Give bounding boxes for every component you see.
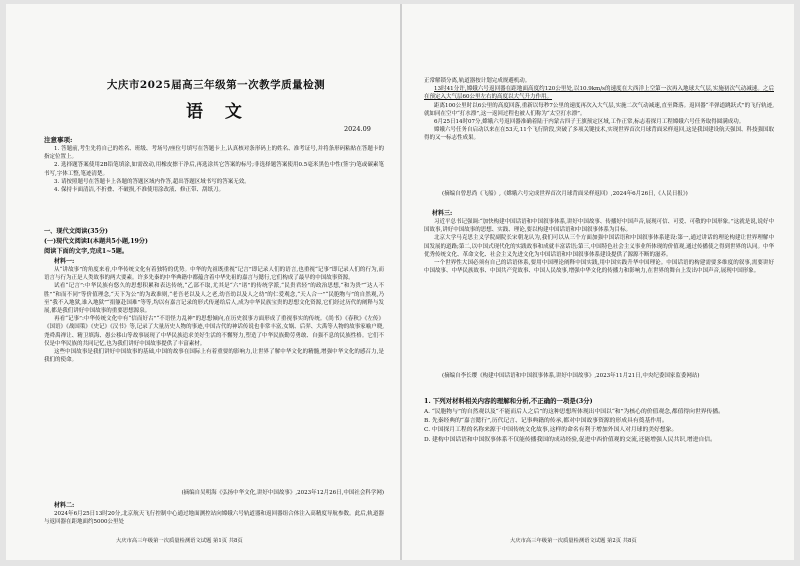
material2-paragraph: 2024年6月25日13时20分,北京航天飞行控制中心通过地面测控站向嫦娥六号轨道器和返回器组合体注入高精度导航参数。此后,轨道器与返回器在距地面约5000公里处: [44, 511, 384, 526]
material3-paragraph: 北京大学马克思主义学院副院长宋朝龙认为,我们可以从三个方面加强中国话语和中国叙事体系建设:第一,通过讲话的理论构建让世界理解中国发展的道路;第二,以中国式现代化的实践故事和成就丰富话语;第三,中国特色社会主义事业所体现的价值观,通过传播使之得到世界的认同。中华优秀传统文化、革命文化、社会主义先进文化为中国话语和中国叙事体系建设提供了源源不断的滋养。: [424, 235, 774, 258]
material3-paragraph: 习近平总书记强调:“加快构建中国话语和中国叙事体系,讲好中国故事、传播好中国声音,展现可信、可爱、可敬的中国形象。”这就是说,说好中国故事,讲好中国故事的思想、实践、理论,要以构建中国话语和中国叙事体系为目标。: [424, 219, 774, 234]
reading-instruction: 阅读下面的文字,完成1~5题。: [44, 248, 129, 255]
material1-paragraph: 这些中国故事是我们讲好中国故事的基础,中国的故事在国际上有着重要的影响力,让世界了解中华文化的精髓,增强中华文化的感召力,是我们的使命。: [44, 349, 384, 364]
material3-body: [424, 218, 774, 370]
page-footer: 大庆市高三年级第一次质量检测语文试题 第2页 共8页: [510, 538, 637, 544]
notice-item: 2. 选择题答案使用2B铅笔填涂,如需改动,用橡皮擦干净后,再选涂其它答案的标号;非选择题答案使用0.5毫米黑色中性(签字)笔或碳素笔书写,字体工整,笔迹清楚。: [44, 162, 384, 177]
exam-sheet: [6, 4, 794, 560]
left-page: [6, 4, 400, 560]
option-a: A. “民胞物与”的自然观以及“不能而后人之后”的这种思想所体现出中国以“和”为核心的价值观念,都值得向世界传播。: [424, 409, 724, 415]
material3-source-text: (摘编自李长缨《构建中国话语和中国叙事体系,讲好中国故事》,2023年11月21日,中央纪委国家监委网站): [442, 373, 700, 379]
material1-source: (摘编自吴明海《弘扬中华文化,讲好中国故事》,2023年12月26日,中国社会科学网): [181, 490, 384, 496]
material1-label: 材料一:: [54, 258, 75, 265]
material3-label: 材料三:: [432, 210, 453, 217]
material2-paragraph: 6月25日14时07分,嫦娥六号返回器准确着陆于内蒙古四子王旗预定区域,工作正常,标志着探月工程嫦娥六号任务取得圆满成功。: [434, 119, 745, 126]
material2-source: [432, 190, 772, 198]
material2-source-text: (摘编自曾思尚《飞船》,《嫦娥六号完成世界首次月球背面采样返回》,2024年6月26日,《人民日报》): [442, 191, 688, 197]
material1-body: [44, 266, 384, 446]
question-1-options: [424, 408, 774, 518]
notice-list: [44, 145, 384, 194]
notice-heading: 注意事项:: [44, 136, 73, 144]
material1-paragraph: 试看“记言”:中华民族有悠久的思想积累和表达传统,“乙部不取,尤其是“六”诸”的传统学派,“民贵君轻”的政治思想,“和为贵”“达人不胜”“和而不同”等价值理念,“天下为公”的为政准则,“老吾老以及人之老,幼吾幼以及人之幼”的仁爱观念,“天人合一”“民胞物与”的自然观,乃至“我不入地狱,谁入地狱”“捐躯赴国难”等等,均以有嘉言记录的形式传递给后人,成为中华民族宝贵的思想文化资源,它们经过历代的阐释与发展,都是我们讲好中国故事的重要思想源泉。: [44, 283, 384, 315]
material2-label: 材料二:: [54, 502, 75, 509]
material2-paragraph: 嫦娥六号任务自启动以来在在53天,11个飞行阶段,突破了多项关键技术,实现世界首次月球背面采样返回,这是我国建设航天强国、科技强国取得的又一标志性成果。: [424, 127, 774, 142]
material2-paragraph: 距离100公里时以6公里的高度回落,重新以每秒7公里的速度再次入大气层,实施二次气动减速,直至降落。返回器“半弹道跳跃式”的飞行轨迹,就如同在空中“打水漂”,这一返回过程也被人们称为“太空打水漂”。: [424, 102, 774, 117]
option-d: D. 建构中国话语和中国叙事体系不仅能传播我国的成功经验,促进中西价值观的交流,还能增强人民共识,增进自信。: [424, 436, 716, 443]
material1-paragraph: 从“讲故事”的角度来看,中华传统文化有着独特的优势。中华的先祖既重视“记言”即记录人们的语言,也重视“记事”即记录人们的行为,而语言与行为正是人类故事的两大要素。许多先秦的中华典籍中都蕴含着中华先祖的嘉言与懿行,它们构成了最早的中国故事资源。: [44, 267, 384, 282]
option-b: B. 先秦经典的“嘉言懿行”,历代记言、记事典籍的传承,都对中国故事资源的形成具有奠基作用。: [424, 418, 668, 425]
notice-item: 1. 答题前,考生先将自己的姓名、班级、考场号/座位号填写在答题卡上,认真核对条形码上的姓名、准考证号,并将条形码粘贴在答题卡的指定位置上。: [44, 146, 384, 161]
material2-paragraph: 13时41分许,嫦娥六号返回器在距地面高度约120公里处,以10.9km/s的速度在大西洋上空第一次再入地球大气层,实施初次气动减速。之后在预定入大气层60公里左右的高度以大气升力作用。: [424, 86, 774, 101]
exam-date: 2024.09: [344, 125, 371, 133]
subsection-title: (一)现代文阅读Ⅰ(本题共5小题,19分): [44, 238, 148, 245]
material1-paragraph: 再看“记事”:中华传统文化中有“信而好古”“不语怪力乱神”的思想倾向,在历史叙事方面形成了重视事实的传统。《尚书》《春秋》《左传》《国语》《战国策》《史记》《汉书》等,记录了大量历史人物的事迹,中国古代的神话传说也非常丰富,女娲、后羿、大禹等人物的故事家喻户晓,尧舜禹禅让、精卫填海、愚公移山等故事展现了中华民族追求美好生活的不懈努力,塑造了中华民族勤劳勇敢、自强不息的民族性格。它们不仅是中华民族的共同记忆,也为我们讲好中国故事提供了丰富素材。: [44, 316, 384, 347]
material2-continued: [424, 77, 774, 189]
page-footer: 大庆市高三年级第一次质量检测语文试题 第1页 共8页: [116, 538, 243, 544]
right-page: [402, 4, 794, 560]
section-title: 一、现代文阅读(35分): [44, 228, 108, 235]
notice-item: 3. 请按照题号在答题卡上各题的答题区域内作答,超出答题区域书写的答案无效。: [54, 178, 250, 185]
option-c: C. 中国探月工程的名称来源于中国传统文化故事,这样的命名有利于增加外国人对月球的美好想象。: [424, 427, 678, 434]
subject-title: 语 文: [186, 102, 250, 122]
material2-paragraph: 正常解锁分离,轨道器按计划完成规避机动。: [424, 78, 531, 84]
notice-item: 4. 保持卡面清洁,不折叠、不破损,不准使用涂改液、修正带、刮纸刀。: [54, 187, 224, 194]
question-1: 1. 下列对材料相关内容的理解和分析,不正确的一项是(3分): [424, 397, 593, 405]
material2-body: [44, 510, 384, 534]
exam-title: 大庆市2025届高三年级第一次教学质量检测: [106, 79, 326, 91]
material3-paragraph: 一个世界性大国必须有自己的话语体系,要用中国理论阐释中国实践,用中国实践升华中国理论。中国话语的构建需要多维度的叙事,需要讲好中国故事、中华民族故事、中国共产党故事、中国人民故事,增强中华文化的传播力和影响力,在世界的舞台上发出中国声音,展现中国形象。: [424, 260, 774, 275]
material3-source: [432, 372, 774, 380]
